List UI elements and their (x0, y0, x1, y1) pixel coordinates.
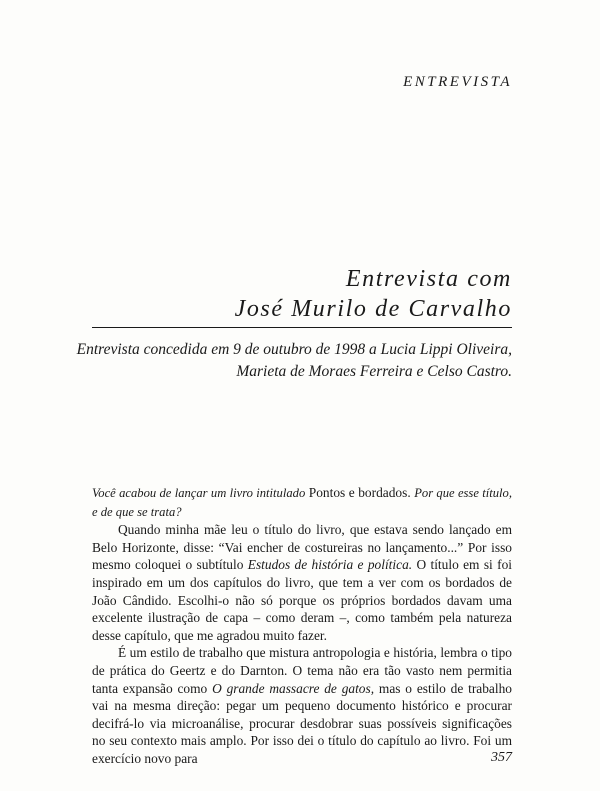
answer-paragraph-2 (92, 644, 512, 767)
credits-line-2: Marieta de Moraes Ferreira e Celso Castro. (236, 363, 512, 380)
answer1-subtitle: Estudos de história e política. (247, 557, 413, 573)
interview-question (92, 484, 512, 521)
article-title-line-1: Entrevista com (345, 266, 512, 292)
question-part-1: Você acabou de lançar um livro intitulado (92, 486, 306, 500)
page-number: 357 (491, 750, 512, 765)
title-rule (92, 327, 512, 328)
question-part-2: Por que esse título, e de que se trata? (92, 486, 512, 519)
answer-paragraph-1 (92, 521, 512, 644)
answer1-text-1: Quando minha mãe leu o título do livro, que estava sendo lançado em Belo Horizonte, disse: “Vai encher de costureiras no lançamento...” Por isso mesmo coloquei o subtítulo (92, 522, 512, 573)
credits-line-1: Entrevista concedida em 9 de outubro de 1998 a Lucia Lippi Oliveira, (76, 341, 512, 358)
answer2-text-2: mas o estilo de trabalho vai na mesma direção: pegar um pequeno documento histórico e procurar decifrá-lo via microanálise, procurar desdobrar suas possíveis significações no seu contexto mais amplo. Por isso dei o título do capítulo ao livro. Foi um exercício novo para (92, 680, 512, 766)
answer2-book: O grande massacre de gatos, (212, 680, 375, 696)
interview-credits (72, 339, 512, 383)
answer1-text-2: O título em si foi inspirado em um dos capítulos do livro, que tem a ver com os bordados de João Cândido. Escolhi-o não só porque os próprios bordados davam uma excelente ilustração de capa – como deram –, como também pela natureza desse capítulo, que me agradou muito fazer. (92, 557, 512, 643)
section-label: ENTREVISTA (403, 74, 512, 90)
article-body (92, 484, 512, 768)
question-book-title: Pontos e bordados. (308, 485, 411, 500)
answer2-text-1: É um estilo de trabalho que mistura antropologia e história, lembra o tipo de prática do Geertz e do Darnton. O tema não era tão vasto nem permitia tanta expansão como (92, 645, 512, 696)
article-title-line-2: José Murilo de Carvalho (234, 296, 512, 322)
